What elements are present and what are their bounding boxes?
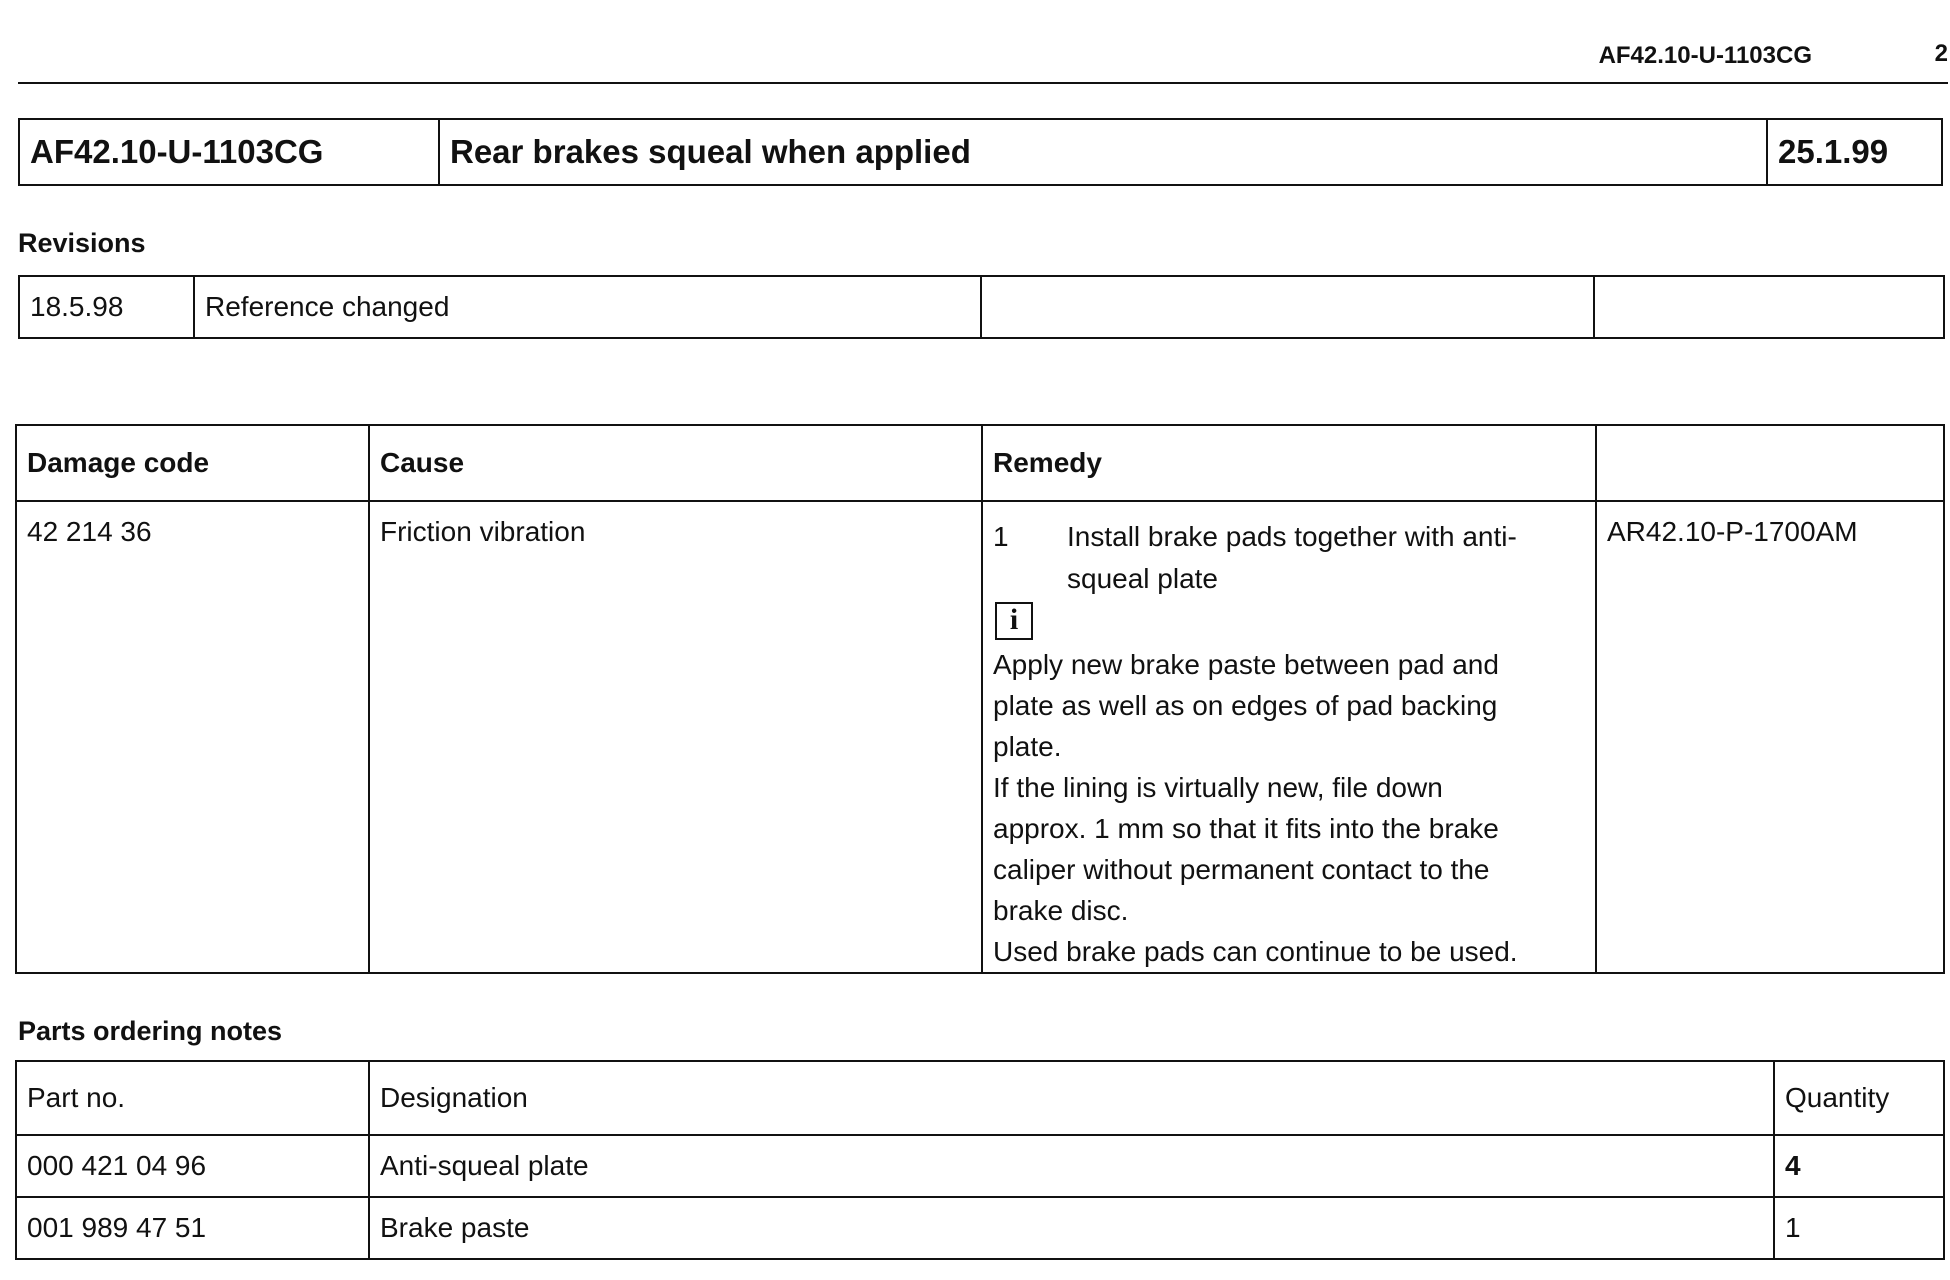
part-designation: Anti-squeal plate [369, 1135, 1774, 1197]
parts-table [15, 1060, 1945, 1260]
damage-cause: Friction vibration [369, 501, 982, 973]
remedy-note-line: If the lining is virtually new, file down [993, 772, 1443, 803]
revision-empty-cell [1594, 276, 1944, 338]
remedy-note-line: caliper without permanent contact to the [993, 854, 1490, 885]
part-number: 001 989 47 51 [16, 1197, 369, 1259]
revisions-heading: Revisions [18, 228, 146, 258]
table-row [19, 276, 1944, 338]
table-header-row [16, 1061, 1944, 1135]
page-number: 2 [1934, 40, 1948, 67]
remedy-note-line: Apply new brake paste between pad and [993, 649, 1499, 680]
info-icon: i [995, 602, 1033, 640]
page-header [18, 30, 1948, 84]
document-subject: Rear brakes squeal when applied [440, 120, 1768, 184]
column-header-part-no: Part no. [16, 1061, 369, 1135]
table-header-row [16, 425, 1944, 501]
revision-date: 18.5.98 [19, 276, 194, 338]
document-date: 25.1.99 [1778, 133, 1889, 170]
part-number: 000 421 04 96 [16, 1135, 369, 1197]
table-row [16, 1135, 1944, 1197]
remedy-note-line: plate. [993, 731, 1062, 762]
document-code: AF42.10-U-1103CG [20, 120, 440, 184]
column-header-reference [1596, 425, 1944, 501]
remedy-note-line: plate as well as on edges of pad backing [993, 690, 1498, 721]
remedy-step-number: 1 [993, 521, 1009, 552]
revision-text: Reference changed [194, 276, 981, 338]
document-title-box [18, 118, 1943, 186]
remedy-cell [982, 501, 1596, 973]
remedy-reference: AR42.10-P-1700AM [1596, 501, 1944, 973]
revisions-table [18, 275, 1945, 339]
table-row [16, 501, 1944, 973]
column-header-designation: Designation [369, 1061, 1774, 1135]
part-designation: Brake paste [369, 1197, 1774, 1259]
parts-ordering-heading: Parts ordering notes [18, 1016, 283, 1046]
remedy-note-line: Used brake pads can continue to be used. [993, 936, 1518, 967]
column-header-cause: Cause [369, 425, 982, 501]
header-doc-reference: AF42.10-U-1103CG [1598, 42, 1812, 69]
remedy-step [993, 516, 1585, 600]
column-header-damage-code: Damage code [16, 425, 369, 501]
remedy-note [993, 644, 1585, 972]
remedy-note-line: approx. 1 mm so that it fits into the brake [993, 813, 1499, 844]
remedy-note-line: brake disc. [993, 895, 1129, 926]
revision-empty-cell [981, 276, 1594, 338]
remedy-step-text: Install brake pads together with anti-squeal plate [1067, 521, 1517, 594]
damage-code: 42 214 36 [16, 501, 369, 973]
part-quantity: 4 [1774, 1135, 1944, 1197]
column-header-remedy: Remedy [982, 425, 1596, 501]
column-header-quantity: Quantity [1774, 1061, 1944, 1135]
table-row [16, 1197, 1944, 1259]
damage-table [15, 424, 1945, 974]
part-quantity: 1 [1774, 1197, 1944, 1259]
